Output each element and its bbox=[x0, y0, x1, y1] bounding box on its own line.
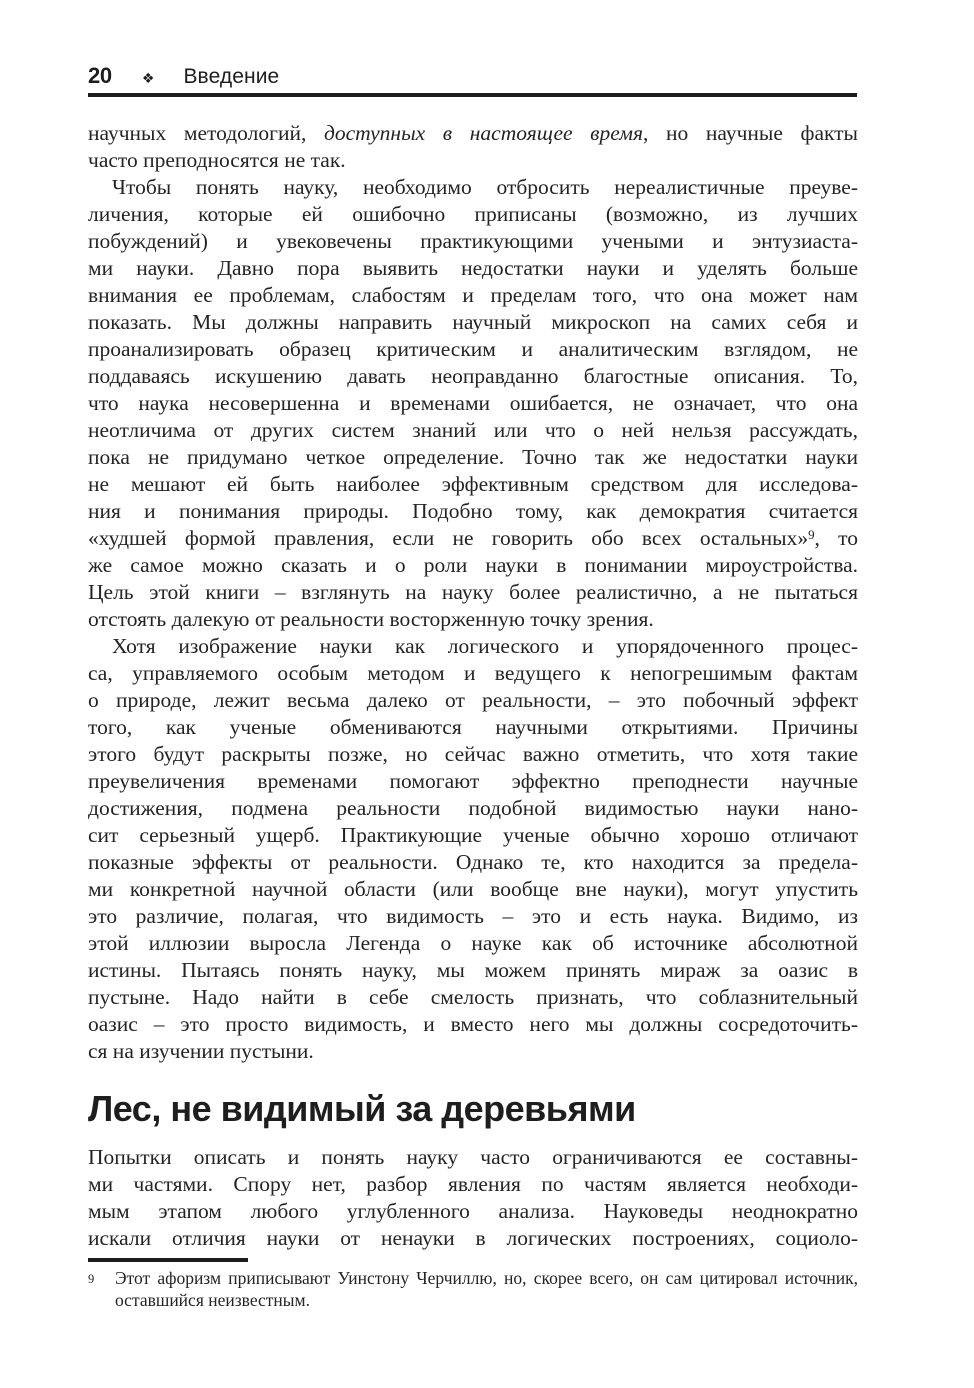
text-line: оставшийся неизвестным. bbox=[115, 1289, 311, 1310]
text-line: показные эффекты от реальности. Однако те, кто находится за предела- bbox=[88, 850, 858, 874]
text-line: пока не придумано четкое определение. Точно так же недостатки науки bbox=[88, 445, 858, 469]
text-line: Хотя изображение науки как логического и упорядоченного процес- bbox=[112, 634, 858, 658]
section-heading: Лес, не видимый за деревьями bbox=[88, 1088, 636, 1129]
text-line: поддаваясь искушению давать неоправданно благостные описания. То, bbox=[88, 364, 858, 388]
footnote-row bbox=[88, 1268, 858, 1311]
text-line: побуждений) и увековечены практикующими учеными и энтузиаста- bbox=[88, 229, 858, 253]
page-number: 20 bbox=[88, 63, 112, 88]
text-line: внимания ее проблемам, слабостям и пределам того, что она может нам bbox=[88, 283, 858, 307]
text-line: проанализировать образец критическим и аналитическим взглядом, не bbox=[88, 337, 858, 361]
header-rule bbox=[88, 93, 857, 97]
text-line: что наука несовершенна и временами ошибается, не означает, что она bbox=[88, 391, 858, 415]
footnote-reference: 9 bbox=[808, 528, 815, 543]
text-line: пустыне. Надо найти в себе смелость признать, что соблазнительный bbox=[88, 985, 858, 1009]
text-line: Попытки описать и понять науку часто ограничиваются ее составны- bbox=[88, 1145, 858, 1169]
text-line: этой иллюзии выросла Легенда о науке как об источнике абсолютной bbox=[88, 931, 858, 955]
page-body bbox=[88, 120, 858, 1252]
text-line: же самое можно сказать и о роли науки в понимании мироустройства. bbox=[88, 553, 858, 577]
text-line: этого будут раскрыты позже, но сейчас важно отметить, что хотя такие bbox=[88, 742, 858, 766]
paragraph bbox=[88, 1144, 858, 1252]
text-line: о природе, лежит весьма далеко от реальности, – это побочный эффект bbox=[88, 688, 858, 712]
text-line: истины. Пытаясь понять науку, мы можем принять мираж за оазис в bbox=[88, 958, 858, 982]
text-line: Этот афоризм приписывают Уинстону Черчиллю, но, скорее всего, он сам цитировал источник, bbox=[115, 1268, 858, 1288]
text-line: достижения, подмена реальности подобной видимостью науки нано- bbox=[88, 796, 858, 820]
text-line: мым этапом любого углубленного анализа. Науковеды неоднократно bbox=[88, 1199, 858, 1223]
footnote-marker: 9 bbox=[88, 1272, 95, 1286]
text-line: Цель этой книги – взглянуть на науку более реалистично, а не пытаться bbox=[88, 580, 858, 604]
text-line: ся на изучении пустыни. bbox=[88, 1039, 314, 1063]
ornament-diamond-icon: ❖ bbox=[141, 71, 155, 87]
text-line: са, управляемого особым методом и ведущего к непогрешимым фактам bbox=[88, 661, 858, 685]
chapter-title: Введение bbox=[183, 65, 280, 88]
text-line: ми частями. Спору нет, разбор явления по частям является необходи- bbox=[88, 1172, 858, 1196]
text-line: не мешают ей быть наиболее эффективным средством для исследова- bbox=[88, 472, 858, 496]
text-line: личения, которые ей ошибочно приписаны (возможно, из лучших bbox=[88, 202, 858, 226]
text-line: оазис – это просто видимость, и вместо него мы должны сосредоточить- bbox=[88, 1012, 858, 1036]
text-line: того, как ученые обмениваются научными открытиями. Причины bbox=[88, 715, 858, 739]
paragraph-continuation bbox=[88, 120, 858, 174]
text-line: это различие, полагая, что видимость – это и есть наука. Видимо, из bbox=[88, 904, 858, 928]
text-line: ми науки. Давно пора выявить недостатки науки и уделять больше bbox=[88, 256, 858, 280]
text-line: «худшей формой правления, если не говорить обо всех остальных»$^9$, то bbox=[88, 526, 858, 550]
text-line: научных методологий, доступных в настоящее время, но научные факты bbox=[88, 121, 858, 145]
text-line: отстоять далекую от реальности восторженную точку зрения. bbox=[88, 607, 654, 631]
footnote bbox=[88, 1258, 858, 1311]
text-line: неотличима от других систем знаний или что о ней нельзя рассуждать, bbox=[88, 418, 858, 442]
text-line: ми конкретной научной области (или вообще вне науки), могут упустить bbox=[88, 877, 858, 901]
text-line: сит серьезный ущерб. Практикующие ученые обычно хорошо отличают bbox=[88, 823, 858, 847]
page-header bbox=[88, 63, 858, 89]
text-line: ния и понимания природы. Подобно тому, как демократия считается bbox=[88, 499, 858, 523]
text-line: часто преподносятся не так. bbox=[88, 148, 346, 172]
footnote-text bbox=[115, 1268, 858, 1311]
footnote-rule bbox=[88, 1258, 248, 1262]
paragraph bbox=[88, 174, 858, 633]
text-line: искали отличия науки от ненауки в логических построениях, социоло- bbox=[88, 1226, 858, 1250]
paragraph bbox=[88, 633, 858, 1065]
text-line: преувеличения временами помогают эффектно преподнести научные bbox=[88, 769, 858, 793]
text-line: показать. Мы должны направить научный микроскоп на самих себя и bbox=[88, 310, 858, 334]
text-line: Чтобы понять науку, необходимо отбросить нереалистичные преуве- bbox=[112, 175, 858, 199]
